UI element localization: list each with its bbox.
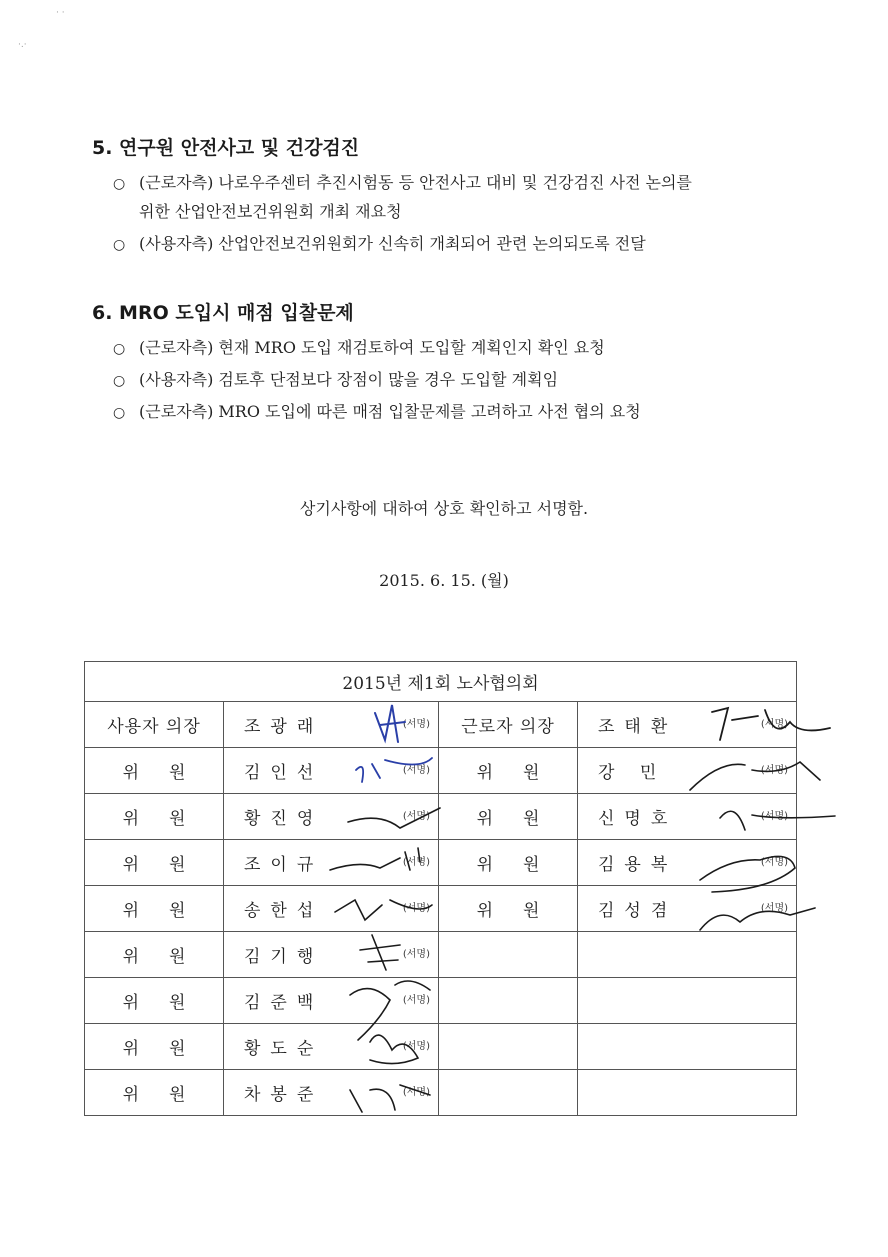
employer-chair-name: 조광래 — [244, 717, 324, 737]
member-name-left: 황진영 — [244, 809, 324, 829]
member-row — [85, 978, 797, 1024]
member-cell-right — [578, 840, 797, 886]
member-role-right: 위원 — [439, 886, 578, 932]
seal-label: (서명) — [760, 765, 789, 776]
member-name-left: 김준백 — [244, 993, 324, 1013]
bullet-mark: ○ — [113, 237, 126, 253]
member-cell-right — [578, 794, 797, 840]
empty-cell — [439, 978, 578, 1024]
member-name-left: 조이규 — [244, 855, 324, 875]
member-cell-left — [224, 978, 439, 1024]
section-5-item-1: ○ (근로자측) 나로우주센터 추진시험동 등 안전사고 대비 및 건강검진 사전 논의를 — [113, 173, 692, 192]
member-role-left: 위원 — [85, 794, 224, 840]
scan-speck: · · — [56, 8, 65, 18]
meeting-date: 2015. 6. 15. (월) — [379, 571, 509, 590]
member-name-left: 김기행 — [244, 947, 324, 967]
seal-label: (서명) — [402, 719, 430, 730]
seal-label: (서명) — [760, 857, 789, 868]
empty-cell — [439, 932, 578, 978]
member-role-left: 위원 — [85, 978, 224, 1024]
member-name-left: 김인선 — [244, 763, 324, 783]
section-6-item-1: ○ (근로자측) 현재 MRO 도입 재검토하여 도입할 계획인지 확인 요청 — [113, 338, 605, 357]
empty-cell — [578, 1070, 797, 1116]
bullet-mark: ○ — [113, 176, 126, 192]
bullet-mark: ○ — [113, 405, 126, 421]
member-role-right: 위원 — [439, 840, 578, 886]
member-name-right: 김용복 — [598, 855, 678, 875]
member-name-left: 차봉준 — [244, 1085, 324, 1105]
member-role-left: 위원 — [85, 1070, 224, 1116]
member-name-right: 김성겸 — [598, 901, 678, 921]
worker-chair-name: 조태환 — [598, 717, 678, 737]
employer-chair-role: 사용자 의장 — [85, 702, 224, 748]
seal-label: (서명) — [402, 857, 430, 868]
member-role-right: 위원 — [439, 794, 578, 840]
seal-label: (서명) — [402, 995, 430, 1006]
section-5-item-2: ○ (사용자측) 산업안전보건위원회가 신속히 개최되어 관련 논의되도록 전달 — [113, 234, 646, 253]
member-cell-left — [224, 794, 439, 840]
member-role-left: 위원 — [85, 886, 224, 932]
member-row — [85, 1024, 797, 1070]
scan-speck: ·.· — [18, 40, 27, 50]
worker-chair-cell — [578, 702, 797, 748]
empty-cell — [578, 932, 797, 978]
member-role-left: 위원 — [85, 840, 224, 886]
member-cell-left — [224, 932, 439, 978]
member-role-left: 위원 — [85, 748, 224, 794]
member-cell-left — [224, 886, 439, 932]
member-row — [85, 932, 797, 978]
seal-label: (서명) — [402, 903, 430, 914]
member-cell-left — [224, 1070, 439, 1116]
table-title-row — [85, 662, 797, 702]
section-6-item-3: ○ (근로자측) MRO 도입에 따른 매점 입찰문제를 고려하고 사전 협의 요청 — [113, 402, 641, 421]
seal-label: (서명) — [760, 903, 789, 914]
empty-cell — [439, 1024, 578, 1070]
bullet-mark: ○ — [113, 373, 126, 389]
member-cell-left — [224, 840, 439, 886]
empty-cell — [439, 1070, 578, 1116]
member-name-right: 강 민 — [598, 763, 667, 783]
member-role-left: 위원 — [85, 1024, 224, 1070]
closing-statement: 상기사항에 대하여 상호 확인하고 서명함. — [299, 499, 589, 518]
employer-chair-cell — [224, 702, 439, 748]
section-6-item-2: ○ (사용자측) 검토후 단점보다 장점이 많을 경우 도입할 계획임 — [113, 370, 559, 389]
member-row — [85, 886, 797, 932]
table-title: 2015년 제1회 노사협의회 — [85, 662, 797, 702]
member-cell-left — [224, 1024, 439, 1070]
member-cell-right — [578, 886, 797, 932]
section-6-title: 6. MRO 도입시 매점 입찰문제 — [92, 302, 354, 324]
member-name-left: 송한섭 — [244, 901, 324, 921]
section-5-item-1-cont: 위한 산업안전보건위원회 개최 재요청 — [139, 202, 402, 221]
empty-cell — [578, 1024, 797, 1070]
member-role-right: 위원 — [439, 748, 578, 794]
member-name-left: 황도순 — [244, 1039, 324, 1059]
seal-label: (서명) — [760, 719, 789, 730]
seal-label: (서명) — [760, 811, 789, 822]
member-cell-right — [578, 748, 797, 794]
bullet-mark: ○ — [113, 341, 126, 357]
member-cell-left — [224, 748, 439, 794]
member-row — [85, 1070, 797, 1116]
chair-row — [85, 702, 797, 748]
seal-label: (서명) — [402, 949, 430, 960]
worker-chair-role: 근로자 의장 — [439, 702, 578, 748]
signature-table — [84, 661, 797, 1116]
member-row — [85, 840, 797, 886]
member-row — [85, 748, 797, 794]
seal-label: (서명) — [402, 765, 430, 776]
member-rows — [85, 748, 797, 1116]
section-5-title: 5. 연구원 안전사고 및 건강검진 — [92, 137, 360, 159]
empty-cell — [578, 978, 797, 1024]
member-name-right: 신명호 — [598, 809, 678, 829]
seal-label: (서명) — [402, 1087, 430, 1098]
member-row — [85, 794, 797, 840]
member-role-left: 위원 — [85, 932, 224, 978]
seal-label: (서명) — [402, 811, 430, 822]
seal-label: (서명) — [402, 1041, 430, 1052]
